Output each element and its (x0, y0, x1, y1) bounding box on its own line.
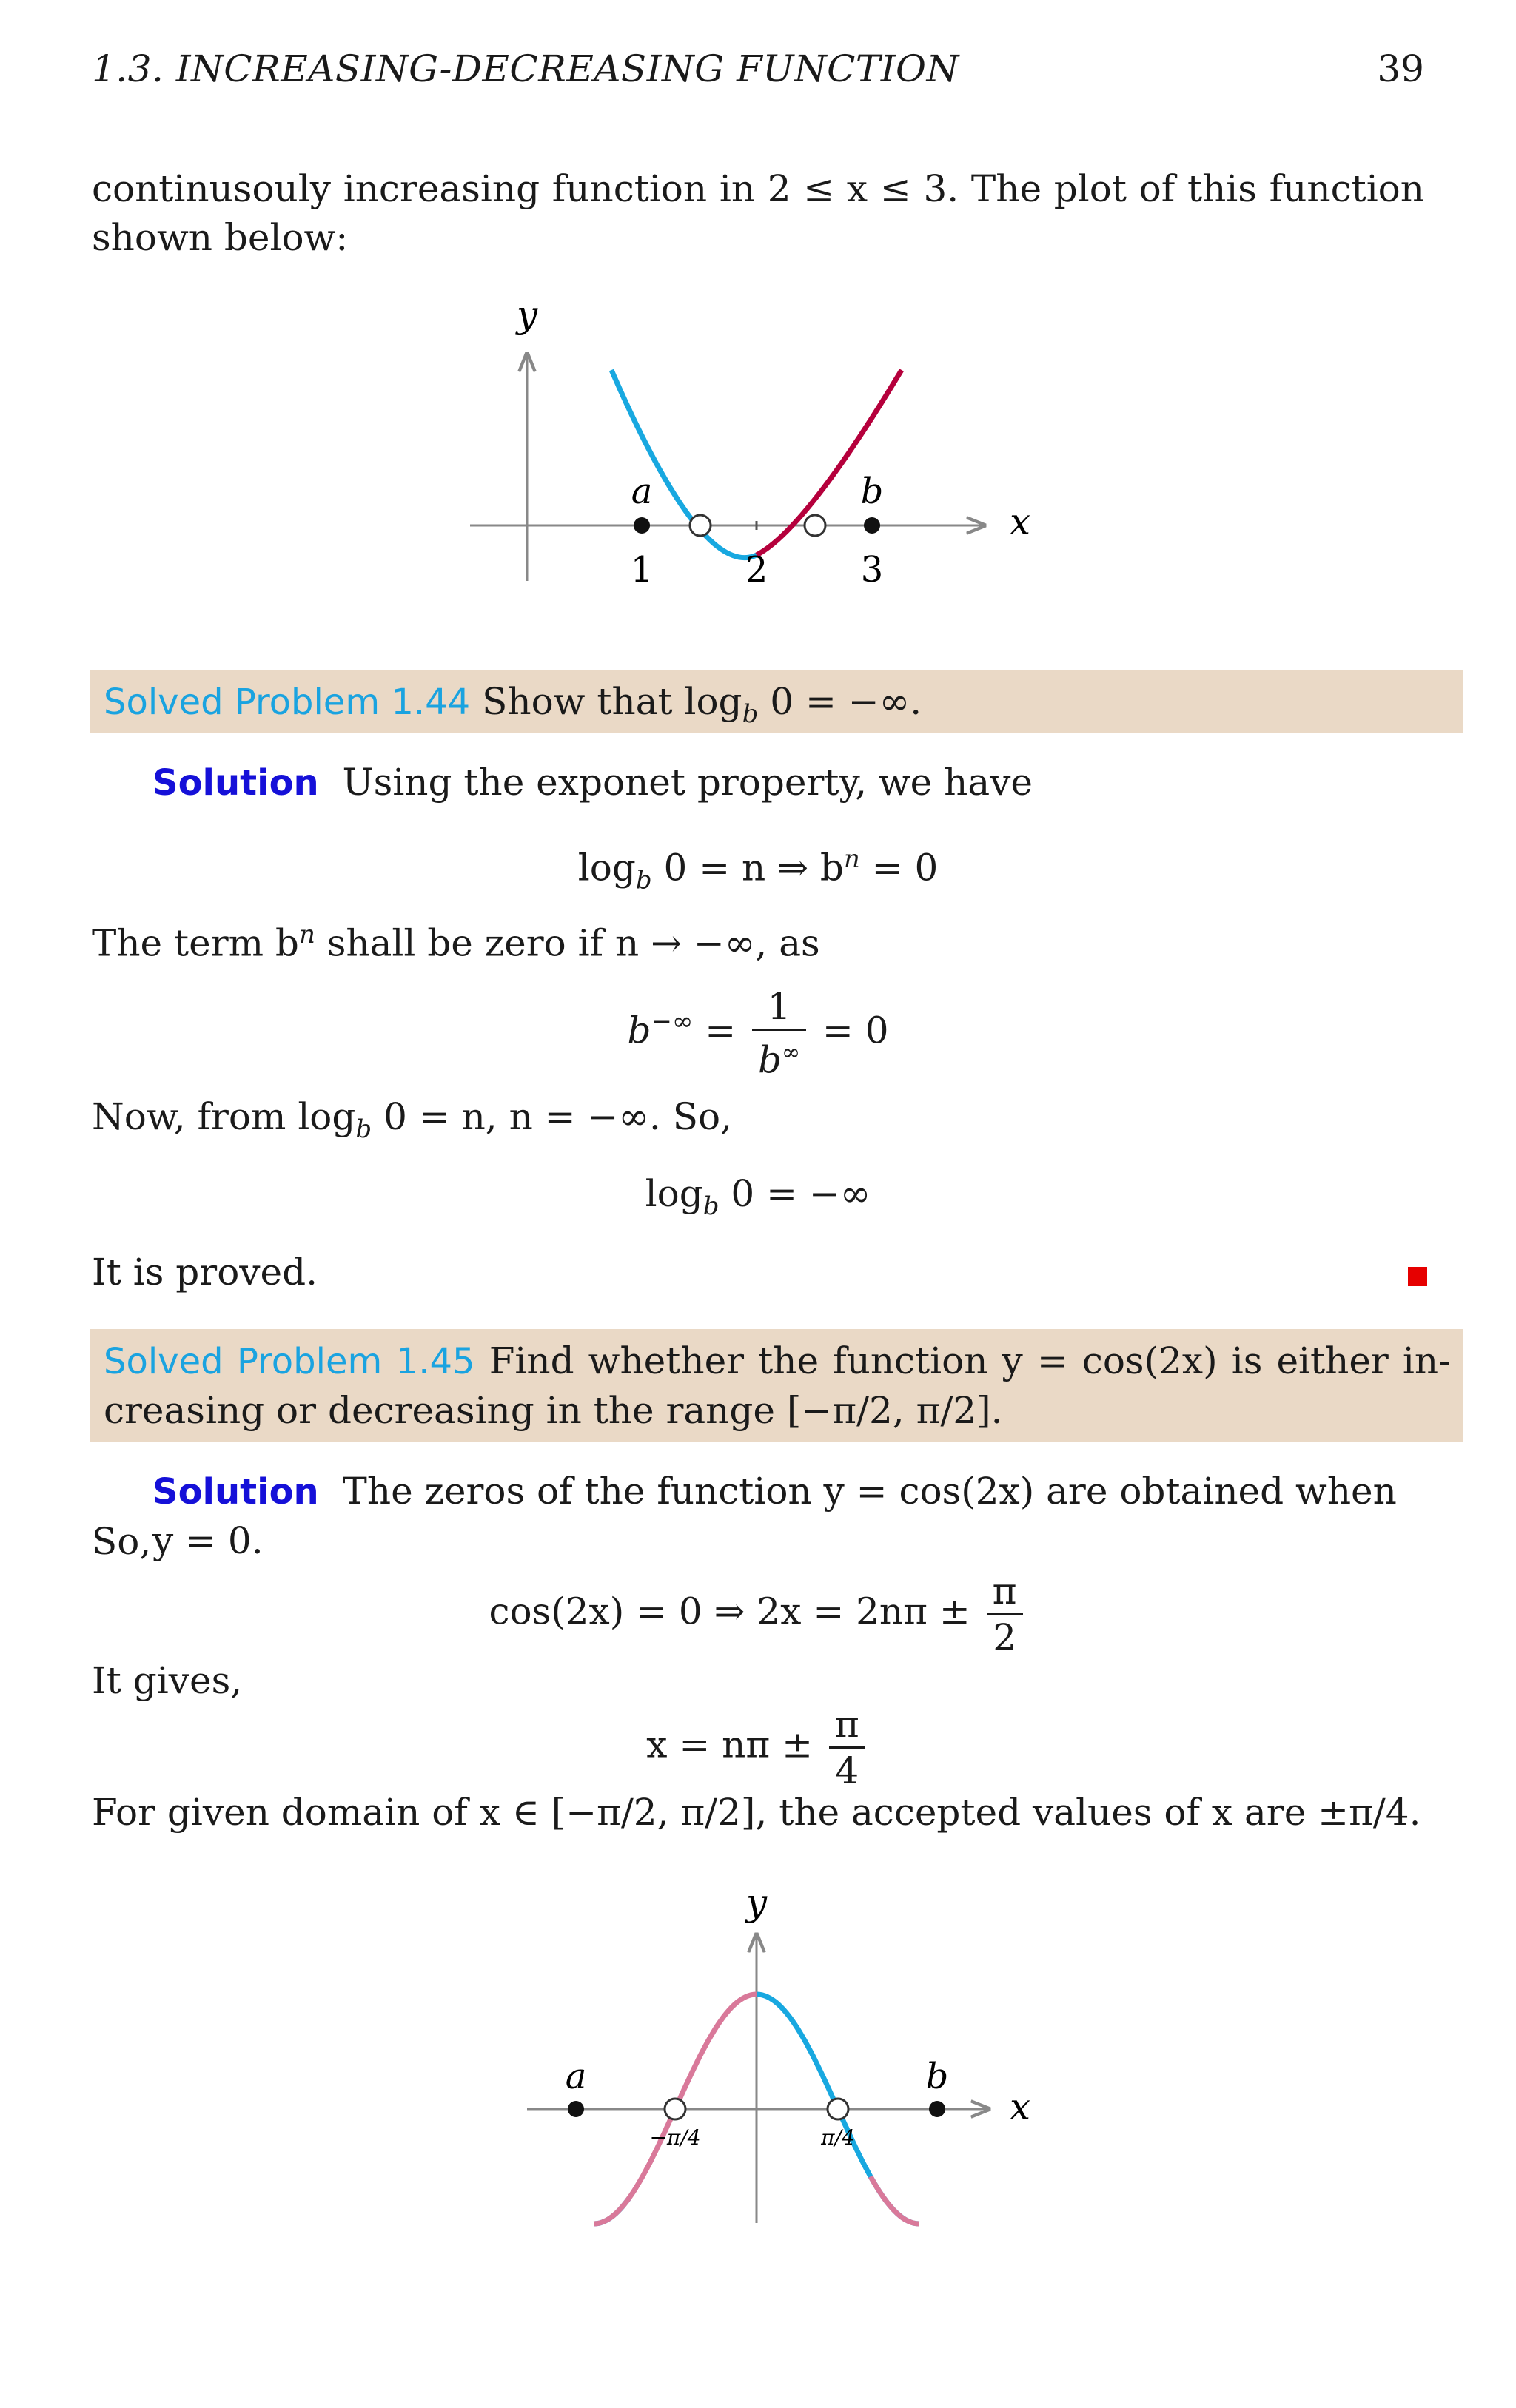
problem-title-44: Solved Problem 1.44 (104, 682, 471, 723)
equation-b-neg-infinity: b−∞ = $\frac{1}{b^\infty}$ = 0 (627, 985, 889, 1082)
solution-intro-44: Solution Using the exponet property, we have (152, 761, 1033, 804)
x-axis-label-2: x (1009, 2085, 1031, 2128)
equation-log-exponent: $\log_b 0 = n$ ⇒ $b^n = 0$ (577, 844, 939, 895)
point-a-2 (568, 2101, 584, 2117)
running-title: 1.3. INCREASING-DECREASING FUNCTION (92, 47, 959, 90)
point-b (864, 517, 880, 534)
point-a (634, 517, 650, 534)
problem-title-45: Solved Problem 1.45 (104, 1341, 475, 1382)
label-b-2: b (925, 2056, 949, 2097)
solution-label-44: Solution (152, 762, 319, 804)
open-point-neg-pi-4 (665, 2099, 685, 2119)
figure-parabola (0, 281, 1516, 607)
intro-line-2: shown below: (92, 216, 349, 259)
equation-log-result: $\log_b 0$ = −∞ (645, 1172, 871, 1221)
now-text: Now, from $\log_b 0 = n$, n = −∞. So, (92, 1095, 733, 1144)
problem-box-45 (90, 1329, 1463, 1442)
solution-intro-45: Solution The zeros of the function y = cos(2x) are obtained when y = 0. (152, 1470, 1397, 1562)
problem-line-2-45: creasing or decreasing in the range [−π/2, π/2]. (104, 1389, 1003, 1432)
label-a: a (631, 471, 653, 512)
open-point-pi-4 (828, 2099, 848, 2119)
tick-label-3: 3 (860, 549, 884, 591)
tick-label-2: 2 (745, 549, 768, 591)
open-point-right (805, 515, 825, 536)
tick-label-pi-4: π/4 (821, 2125, 855, 2150)
problem-statement-44: Show that $\log_b 0$ = −∞. (482, 680, 922, 729)
tick-label-1: 1 (630, 549, 654, 591)
solution-label-45: Solution (152, 1471, 319, 1513)
point-b-2 (929, 2101, 945, 2117)
proved-text: It is proved. (92, 1251, 318, 1294)
open-point-left (690, 515, 711, 536)
label-a-2: a (565, 2056, 587, 2097)
decreasing-branch (611, 370, 757, 558)
problem-line-1-45: Solved Problem 1.45 Find whether the function y = cos(2x) is either in- (104, 1339, 1451, 1382)
tick-label-neg-pi-4: −π/4 (649, 2125, 701, 2150)
intro-line-1: continusouly increasing function in 2 ≤ x ≤ 3. The plot of this function (92, 167, 1424, 210)
problem-box-44 (90, 670, 1463, 733)
y-axis-label: y (516, 293, 538, 336)
cos-increasing-right (871, 2176, 919, 2224)
domain-text: For given domain of x ∈ [−π/2, π/2], the accepted values of x are ±π/4. (92, 1791, 1421, 1834)
figure-cosine (0, 1872, 1516, 2257)
term-text: The term $b^n$ shall be zero if n → −∞, as (92, 920, 820, 965)
equation-x-values: x = nπ ± $\frac{\pi}{4}$ (0, 1702, 1516, 1793)
y-axis-label-2: y (745, 1881, 768, 1924)
x-axis-label: x (1009, 500, 1031, 543)
label-b: b (860, 471, 884, 512)
qed-square (1408, 1267, 1427, 1286)
page-number: 39 (1377, 47, 1424, 90)
gives-text: It gives, (92, 1659, 243, 1702)
so-text: So, (92, 1520, 152, 1563)
equation-cos-zero: cos(2x) = 0 ⇒ 2x = 2nπ ± $\frac{\pi}{2}$ (0, 1569, 1516, 1660)
